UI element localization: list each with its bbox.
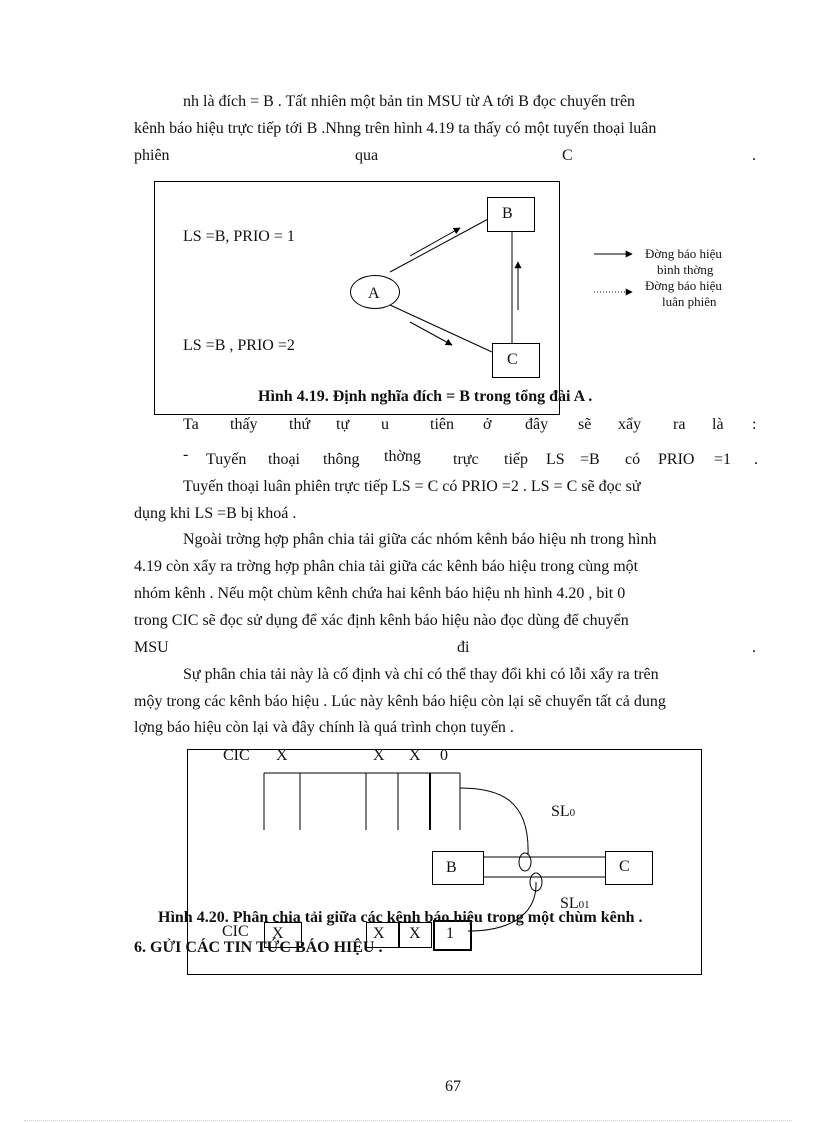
para2-word: có [625, 451, 641, 468]
para3-line5-word: MSU [134, 639, 169, 656]
para3-line2: 4.19 còn xẩy ra trờng hợp phân chia tải giữa các kênh báo hiệu trong cùng một [134, 558, 639, 575]
figure-4-20-caption: Hình 4.20. Phân chia tải giữa các kênh báo hiệu trong một chùm kênh . [158, 909, 643, 926]
para1-line3-word: phiên [134, 147, 170, 164]
cic-bit: X [272, 925, 284, 942]
para2-word: tiên [430, 416, 454, 433]
para2-word: trực [453, 451, 479, 468]
para1-line3-word: qua [355, 147, 379, 164]
cic-bit: X [276, 747, 288, 764]
para4-line1: Sự phân chia tải này là cố định và chỉ có thể thay đổi khi có lỗi xẩy ra trên [183, 666, 659, 683]
section-6-heading: 6. GỬI CÁC TIN TỨC BÁO HIỆU . [134, 939, 383, 956]
para2-line4: dụng khi LS =B bị khoá . [134, 505, 297, 522]
sl01-main: SL [560, 895, 579, 912]
legend-alt-text: Đờng báo hiệu [645, 278, 722, 293]
cic-bit: X [409, 747, 421, 764]
link-a-b [390, 218, 490, 272]
para1-line1: nh là đích = B . Tất nhiên một bản tin MSU từ A tới B đọc chuyển trên [183, 93, 636, 110]
para2-word: thờng [384, 448, 421, 465]
para2-line3: Tuyến thoại luân phiên trực tiếp LS = C có PRIO =2 . LS = C sẽ đọc sử [183, 478, 641, 495]
cic-bit: X [373, 925, 385, 942]
sl0-main: SL [551, 803, 570, 820]
footer-divider [24, 1120, 792, 1121]
para2-word: LS [546, 451, 565, 468]
arrow-a-to-c [410, 322, 452, 345]
para4-line2: mộy trong các kênh báo hiệu . Lúc này kênh báo hiệu còn lại sẽ chuyển tất cả dung [134, 693, 666, 710]
para2-word: : [752, 416, 757, 433]
para2-word: sẽ [578, 416, 592, 433]
node-c-label: C [507, 351, 518, 368]
node-b-label: B [502, 205, 513, 222]
para2-word: xẩy [618, 416, 642, 433]
para2-word: thoại [268, 451, 300, 468]
para2-word: tiếp [504, 451, 528, 468]
para1-line2: kênh báo hiệu trực tiếp tới B .Nhng trên hình 4.19 ta thấy có một tuyến thoại luân [134, 120, 657, 137]
para2-word: thông [323, 451, 360, 468]
para2-word: đây [525, 416, 549, 433]
para3-line4: trong CIC sẽ đọc sử dụng để xác định kênh báo hiệu nào đọc dùng để chuyển [134, 612, 629, 629]
para2-word: Ta [183, 416, 199, 433]
para2-word: u [381, 416, 389, 433]
para4-line3: lợng báo hiệu còn lại và đây chính là quá trình chọn tuyến . [134, 719, 514, 736]
para3-line5-word: đi [457, 639, 470, 656]
cic-label-bottom: CIC [222, 923, 249, 940]
para2-word: =1 [714, 451, 732, 468]
para2-word: tự [336, 416, 350, 433]
cic-bit: X [373, 747, 385, 764]
legend-alt-text: luân phiên [662, 294, 717, 309]
para2-word: PRIO [658, 451, 695, 468]
para1-line3-word: . [752, 147, 756, 164]
para3-line5-word: . [752, 639, 756, 656]
sl0-label [551, 804, 575, 820]
para2-word: ở [483, 416, 492, 433]
legend-normal-text: Đờng báo hiệu [645, 246, 722, 261]
para3-line1: Ngoài trờng hợp phân chia tải giữa các nhóm kênh báo hiệu nh trong hình [183, 531, 657, 548]
sl01-subscript: 01 [578, 899, 590, 911]
cic-bit: 0 [440, 747, 448, 764]
cic-bit: 1 [446, 925, 454, 942]
figure-4-19-caption: Hình 4.19. Định nghĩa đích = B trong tổng đài A . [258, 388, 593, 405]
para3-line3: nhóm kênh . Nếu một chùm kênh chứa hai kênh báo hiệu nh hình 4.20 , bit 0 [134, 585, 626, 602]
para1-line3-word: C [562, 147, 573, 164]
node-a-label: A [368, 285, 380, 302]
para2-word: ra [673, 416, 686, 433]
route-label-prio2: LS =B , PRIO =2 [183, 337, 295, 354]
para2-word: . [754, 451, 758, 468]
cic-bit: X [409, 925, 421, 942]
node-b-box [432, 851, 484, 885]
route-label-prio1: LS =B, PRIO = 1 [183, 228, 295, 245]
arrow-a-to-b [410, 228, 460, 256]
para2-word: Tuyến [206, 451, 247, 468]
para2-word: =B [580, 451, 600, 468]
sl0-subscript: 0 [569, 807, 576, 819]
para2-word: thứ [289, 416, 311, 433]
page-number: 67 [445, 1078, 461, 1095]
link-a-c [390, 305, 492, 352]
cic-label-top: CIC [223, 747, 250, 764]
node-b-label: B [446, 859, 457, 876]
para2-word: là [712, 416, 724, 433]
para2-word: thấy [230, 416, 258, 433]
bullet-dash: - [183, 446, 189, 463]
node-c-label: C [619, 858, 630, 875]
legend-normal-text: bình thờng [657, 262, 714, 277]
